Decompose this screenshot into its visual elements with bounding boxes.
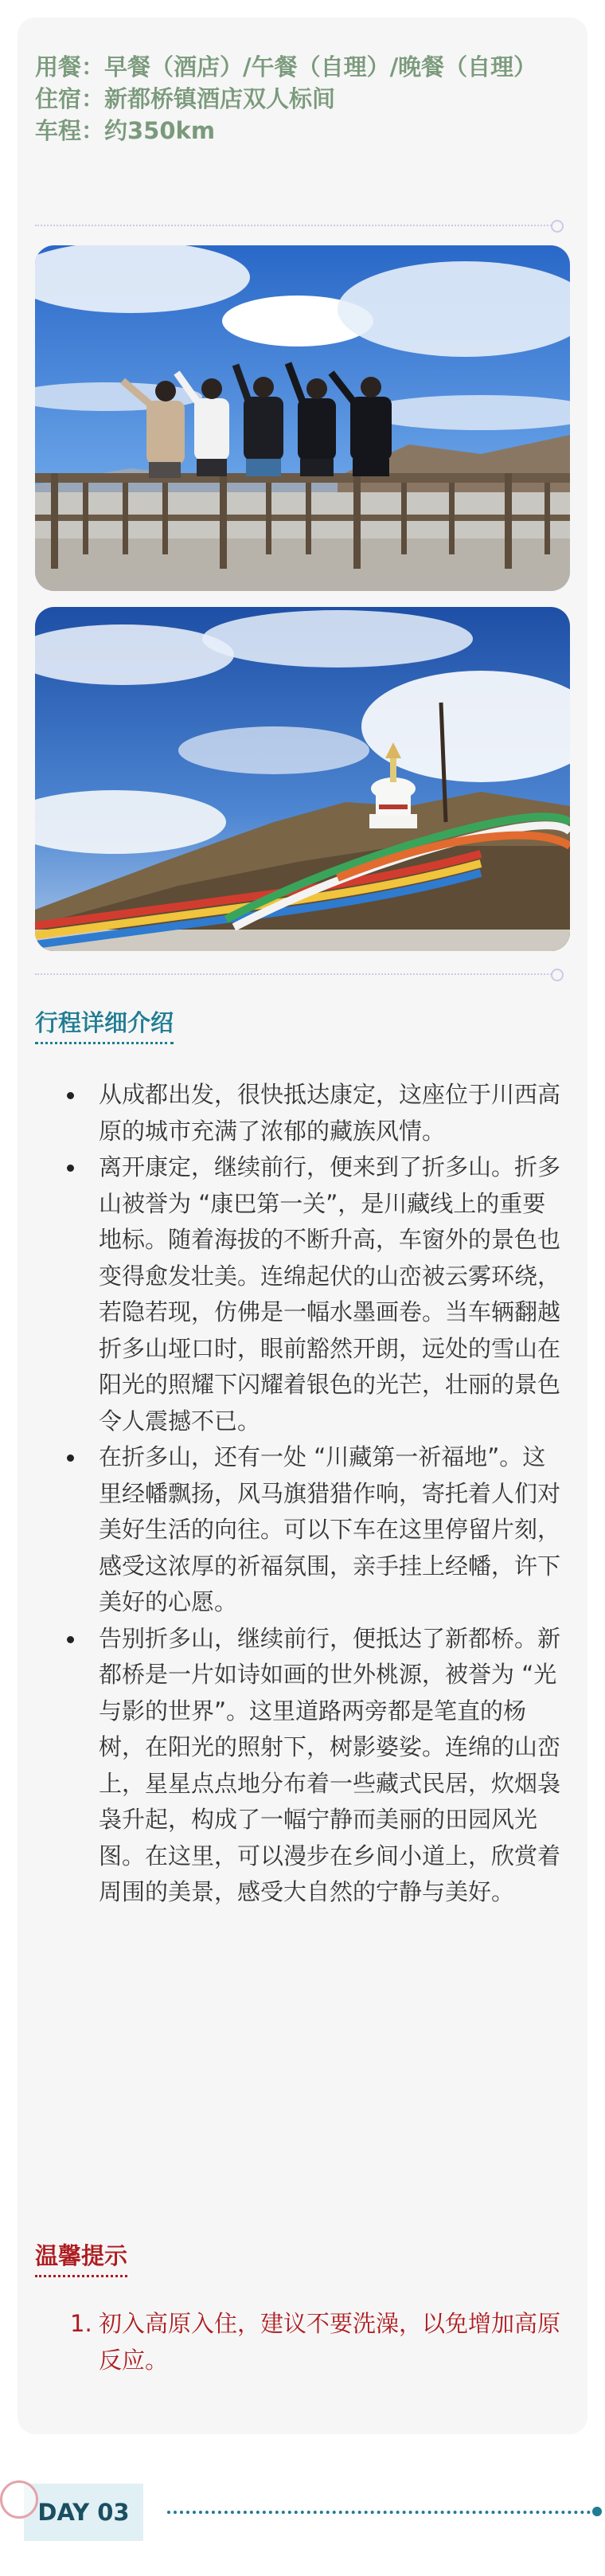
decorative-circle-icon (0, 2480, 38, 2519)
itinerary-item-text: 从成都出发，很快抵达康定，这座位于川西高原的城市充满了浓郁的藏族风情。 (99, 1081, 561, 1145)
divider (35, 973, 560, 975)
next-day-header (0, 2469, 605, 2557)
meals-info: 用餐：早餐（酒店）/午餐（自理）/晚餐（自理） (35, 53, 537, 80)
divider-dot (551, 220, 564, 233)
dotted-line (167, 2511, 597, 2514)
itinerary-item-text: 离开康定，继续前行，便来到了折多山。折多山被誉为 “康巴第一关”，是川藏线上的重要地标。随着海拔的不断升高，车窗外的景色也变得愈发壮美。连绵起伏的山峦被云雾环绕，若隐若现，仿佛是一幅水墨画卷。当车辆翻越折多山垭口时，眼前豁然开朗，远处的雪山在阳光的照耀下闪耀着银色的光芒，壮丽的景色令人震撼不已。 (99, 1153, 561, 1435)
divider-dot (551, 969, 564, 981)
itinerary-item-text: 在折多山，还有一处 “川藏第一祈福地”。这里经幡飘扬，风马旗猎猎作响，寄托着人们对美好生活的向往。可以下车在这里停留片刻，感受这浓厚的祈福氛围，亲手挂上经幡，许下美好的心愿。 (99, 1443, 561, 1615)
bullet-dot-icon (67, 1636, 74, 1643)
bullet-dot-icon (67, 1165, 74, 1172)
itinerary-item (35, 1077, 560, 1149)
bullet-dot-icon (67, 1454, 74, 1462)
itinerary-item (35, 1149, 560, 1439)
bullet-dot-icon (67, 1092, 74, 1099)
tip-number: 1. (70, 2310, 92, 2337)
distance-info: 车程：约350km (35, 117, 216, 144)
tips-title: 温馨提示 (35, 2240, 127, 2277)
line-end-dot-icon (592, 2507, 602, 2516)
itinerary-item (35, 1621, 560, 1911)
photo-group-on-fence (35, 245, 570, 591)
divider (35, 225, 560, 226)
lodging-info: 住宿：新都桥镇酒店双人标间 (35, 85, 336, 112)
tip-item (35, 2305, 560, 2378)
itinerary-title: 行程详细介绍 (35, 1007, 174, 1044)
tip-text: 初入高原入住，建议不要洗澡，以免增加高原反应。 (99, 2310, 561, 2374)
itinerary-item (35, 1439, 560, 1621)
tips-list (35, 2305, 560, 2378)
trip-info (35, 51, 552, 147)
day-badge: DAY 03 (24, 2484, 143, 2541)
photo-stupa-prayer-flags (35, 607, 570, 951)
photo-group-on-fence-image (35, 245, 570, 591)
itinerary-list (35, 1077, 560, 1911)
itinerary-item-text: 告别折多山，继续前行，便抵达了新都桥。新都桥是一片如诗如画的世外桃源，被誉为 “光与影的世界”。这里道路两旁都是笔直的杨树，在阳光的照射下，树影婆娑。连绵的山峦上，星星点点地分布着一些藏式民居，炊烟袅袅升起，构成了一幅宁静而美丽的田园风光图。在这里，可以漫步在乡间小道上，欣赏着周围的美景，感受大自然的宁静与美好。 (99, 1624, 561, 1905)
photo-stupa-prayer-flags-image (35, 607, 570, 951)
